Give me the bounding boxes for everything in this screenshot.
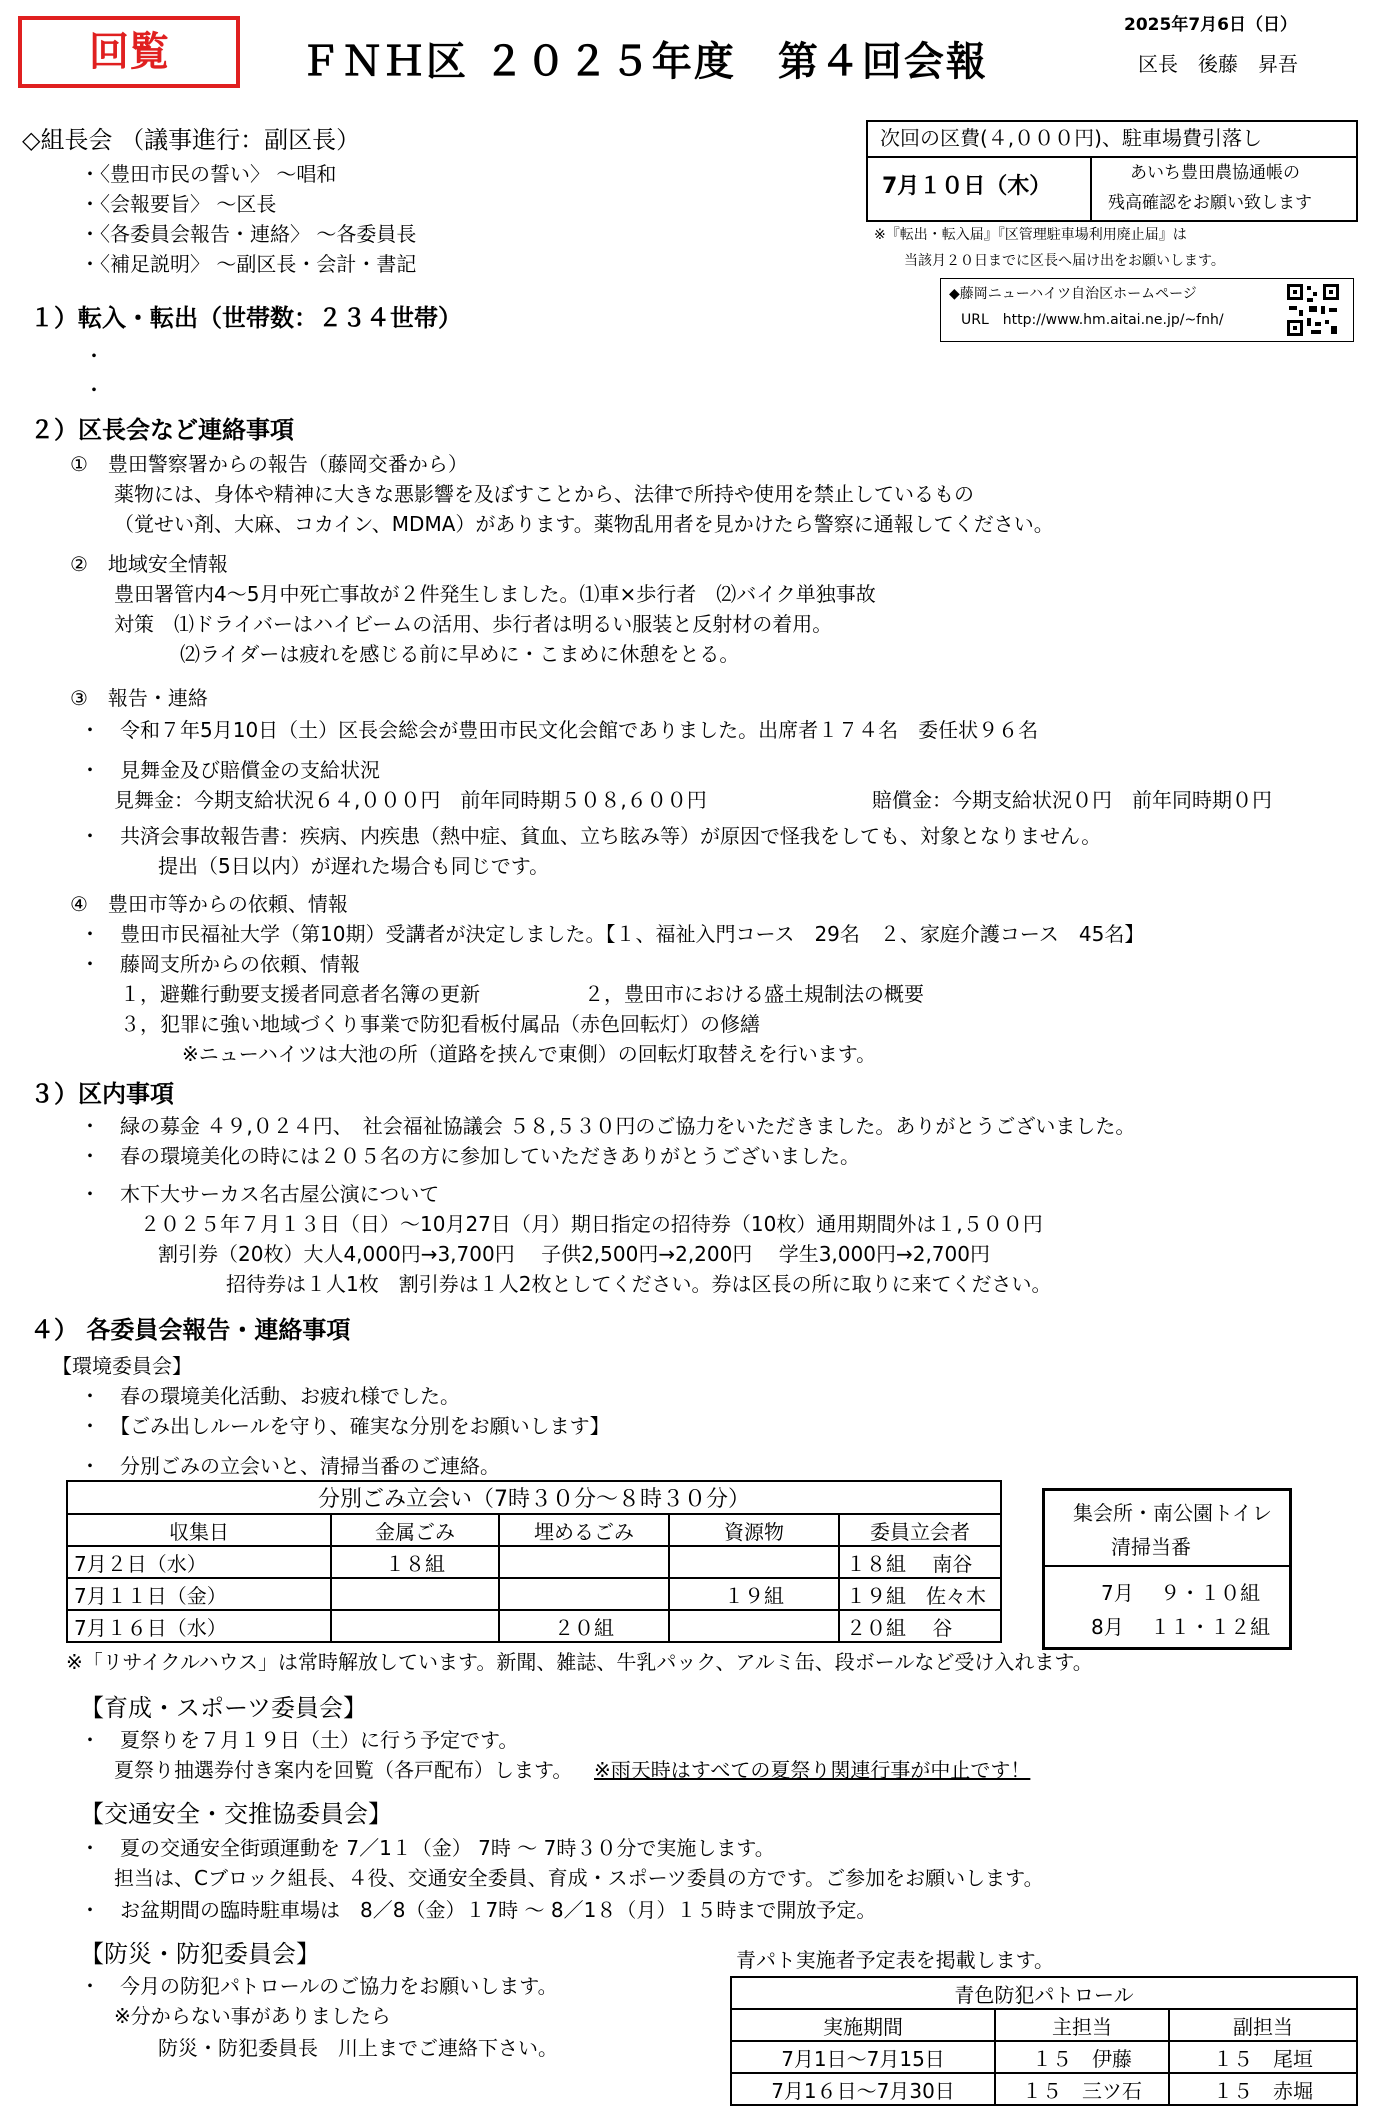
cleaning-title-1: 集会所・南公園トイレ [1073,1501,1272,1525]
page-title: ＦＮＨ区 ２０２５年度 第４回会報 [300,39,988,85]
section-3-line-4: ２０２５年７月１３日（日）〜10月27日（月）期日指定の招待券（10枚）通用期間外は１,５００円 [140,1212,1043,1236]
garbage-header: 収集日 [67,1514,331,1546]
city-info-line-2: ・ 藤岡支所からの依頼、情報 [80,952,360,976]
garbage-cell [331,1610,499,1642]
garbage-cell: 7月１６日（水） [67,1610,331,1642]
patrol-cell: １５ 三ツ石 [995,2073,1169,2105]
patrol-cell: 7月1６日〜7月30日 [731,2073,995,2105]
chief-name: 区長 後藤 昇吾 [1138,52,1298,76]
qr-code-icon[interactable] [1285,282,1341,338]
patrol-table-title: 青色防犯パトロール [731,1977,1357,2009]
patrol-cell: １５ 尾垣 [1169,2041,1357,2073]
garbage-table [66,1480,1002,1643]
notice-line-2: 当該月２０日までに区長へ届け出をお願いします。 [904,253,1225,269]
garbage-cell [499,1546,669,1578]
crime-committee-title: 【防災・防犯委員会】 [80,1940,320,1968]
report-line-5: 提出（5日以内）が遅れた場合も同じです。 [158,854,550,878]
police-report-line-2: （覚せい剤、大麻、コカイン、MDMA）があります。薬物乱用者を見かけたら警察に通報してください。 [114,512,1054,536]
table-row [67,1546,1001,1578]
patrol-cell: １５ 伊藤 [995,2041,1169,2073]
fee-note-1: あいち豊田農協通帳の [1130,163,1300,183]
safety-info-line-1: 豊田署管内4〜5月中死亡事故が２件発生しました。⑴車×歩行者 ⑵バイク単独事故 [114,582,876,606]
cleaning-line-1: 7月 ９・１０組 [1101,1581,1261,1605]
patrol-cell: １５ 赤堀 [1169,2073,1357,2105]
garbage-cell: １９組 佐々木 [839,1578,1001,1610]
crime-line-1: ・ 今月の防犯パトロールのご協力をお願いします。 [80,1974,558,1998]
garbage-header: 金属ごみ [331,1514,499,1546]
garbage-cell [499,1578,669,1610]
report-line-1: ・ 令和７年5月10日（土）区長会総会が豊田市民文化会館でありました。出席者１７４名 委任状９６名 [80,718,1039,742]
circulation-badge: 回覧 [18,16,240,88]
section-1-heading: １）転入・転出（世帯数：２３４世帯） [30,304,462,332]
env-line-3: ・ 分別ごみの立会いと、清掃当番のご連絡。 [80,1454,500,1478]
fee-note-2: 残高確認をお願い致します [1108,193,1312,213]
homepage-url[interactable]: URL http://www.hm.aitai.ne.jp/~fnh/ [961,312,1224,328]
city-info-line-1: ・ 豊田市民福祉大学（第10期）受講者が決定しました。【１、福祉入門コース 29名 ２、家庭介護コース 45名】 [80,922,1145,946]
meeting-item-1: ・〈豊田市民の誓い〉 〜唱和 [80,162,337,186]
fee-box [866,120,1358,222]
garbage-cell [669,1610,839,1642]
cleaning-title-2: 清掃当番 [1111,1535,1191,1559]
safety-info-line-3: ⑵ライダーは疲れを感じる前に早めに・こまめに休憩をとる。 [180,642,740,666]
recycle-note: ※「リサイクルハウス」は常時解放しています。新聞、雑誌、牛乳パック、アルミ缶、段ボールなど受け入れます。 [66,1650,1093,1674]
table-row [731,2073,1357,2105]
report-title: ③ 報告・連絡 [70,686,208,710]
patrol-table [730,1976,1358,2106]
city-info-title: ④ 豊田市等からの依頼、情報 [70,892,348,916]
report-line-4: ・ 共済会事故報告書：疾病、内疾患（熱中症、貧血、立ち眩み等）が原因で怪我をしても、対象となりません。 [80,824,1102,848]
section-3-line-6: 招待券は１人1枚 割引券は１人2枚としてください。券は区長の所に取りに来てください。 [226,1272,1052,1296]
youth-committee-title: 【育成・スポーツ委員会】 [80,1694,368,1722]
section-3-line-3: ・ 木下大サーカス名古屋公演について [80,1182,440,1206]
safety-info-title: ② 地域安全情報 [70,552,228,576]
report-line-3b: 賠償金：今期支給状況０円 前年同時期０円 [872,788,1272,812]
garbage-cell: ２０組 谷 [839,1610,1001,1642]
section-1-bullet-2: ・ [84,378,104,402]
garbage-cell: 7月２日（水） [67,1546,331,1578]
env-committee-title: 【環境委員会】 [52,1354,192,1378]
meeting-item-3: ・〈各委員会報告・連絡〉 〜各委員長 [80,222,417,246]
report-line-3: 見舞金：今期支給状況６４,０００円 前年同時期５０８,６００円 [114,788,707,812]
garbage-cell: 7月１１日（金） [67,1578,331,1610]
youth-line-2: 夏祭り抽選券付き案内を回覧（各戸配布）します。 [114,1758,573,1782]
garbage-header: 資源物 [669,1514,839,1546]
section-1-bullet-1: ・ [84,344,104,368]
garbage-cell: ２０組 [499,1610,669,1642]
patrol-note: 青パト実施者予定表を掲載します。 [736,1948,1054,1972]
traffic-line-2: 担当は、Cブロック組長、４役、交通安全委員、育成・スポーツ委員の方です。ご参加をお願いします。 [114,1866,1044,1890]
section-3-line-2: ・ 春の環境美化の時には２０５名の方に参加していただきありがとうございました。 [80,1144,860,1168]
report-line-2: ・ 見舞金及び賠償金の支給状況 [80,758,380,782]
table-row [731,2041,1357,2073]
patrol-header: 副担当 [1169,2009,1357,2041]
patrol-header: 実施期間 [731,2009,995,2041]
patrol-header: 主担当 [995,2009,1169,2041]
section-3-line-1: ・ 緑の募金 ４９,０２４円、 社会福祉協議会 ５８,５３０円のご協力をいただきました。ありがとうございました。 [80,1114,1136,1138]
crime-line-3: 防災・防犯委員長 川上までご連絡下さい。 [158,2036,558,2060]
table-row [67,1578,1001,1610]
safety-info-line-2: 対策 ⑴ドライバーはハイビームの活用、歩行者は明るい服装と反射材の着用。 [114,612,833,636]
garbage-table-title: 分別ごみ立会い（7時３０分〜８時３０分） [67,1481,1001,1514]
homepage-title: ◆藤岡ニューハイツ自治区ホームページ [949,286,1197,302]
meeting-item-2: ・〈会報要旨〉 〜区長 [80,192,277,216]
env-line-2: ・ 【ごみ出しルールを守り、確実な分別をお願いします】 [80,1414,610,1438]
garbage-cell [331,1578,499,1610]
garbage-cell [669,1546,839,1578]
city-info-line-3b: ２，豊田市における盛土規制法の概要 [584,982,924,1006]
traffic-line-3: ・ お盆期間の臨時駐車場は 8／8（金）１7時 〜 8／1８（月）１５時まで開放予定。 [80,1898,877,1922]
section-4-heading: ４） 各委員会報告・連絡事項 [30,1316,351,1344]
table-row [67,1610,1001,1642]
meeting-heading: ◇組長会 （議事進行：副区長） [22,126,361,154]
city-info-line-3: １，避難行動要支援者同意者名簿の更新 [120,982,480,1006]
police-report-line-1: 薬物には、身体や精神に大きな悪影響を及ぼすことから、法律で所持や使用を禁止しているもの [114,482,974,506]
section-2-heading: ２）区長会など連絡事項 [30,416,294,444]
garbage-cell: １８組 [331,1546,499,1578]
garbage-cell: １９組 [669,1578,839,1610]
traffic-committee-title: 【交通安全・交推協委員会】 [80,1800,392,1828]
cleaning-duty-box [1042,1488,1292,1650]
city-info-line-4: ３，犯罪に強い地域づくり事業で防犯看板付属品（赤色回転灯）の修繕 [120,1012,760,1036]
fee-box-title: 次回の区費(４,０００円)、駐車場費引落し [880,126,1262,150]
meeting-item-4: ・〈補足説明〉 〜副区長・会計・書記 [80,252,417,276]
issue-date: 2025年7月6日（日） [1124,15,1297,35]
patrol-cell: 7月1日〜7月15日 [731,2041,995,2073]
garbage-cell: １８組 南谷 [839,1546,1001,1578]
section-3-heading: ３）区内事項 [30,1080,174,1108]
env-line-1: ・ 春の環境美化活動、お疲れ様でした。 [80,1384,460,1408]
traffic-line-1: ・ 夏の交通安全街頭運動を 7／1１（金） 7時 〜 7時３０分で実施します。 [80,1836,775,1860]
section-3-line-5: 割引券（20枚）大人4,000円→3,700円 子供2,500円→2,200円 学生3,000円→2,700円 [158,1242,990,1266]
youth-line-1: ・ 夏祭りを７月１９日（土）に行う予定です。 [80,1728,519,1752]
cleaning-line-2: 8月 １１・１２組 [1091,1615,1271,1639]
notice-line-1: ※『転出・転入届』『区管理駐車場利用廃止届』は [874,227,1187,243]
fee-date: 7月１０日（木） [882,174,1052,199]
garbage-header: 埋めるごみ [499,1514,669,1546]
garbage-header: 委員立会者 [839,1514,1001,1546]
youth-line-2b: ※雨天時はすべての夏祭り関連行事が中止です！ [594,1758,1031,1782]
city-info-line-5: ※ニューハイツは大池の所（道路を挟んで東側）の回転灯取替えを行います。 [182,1042,877,1066]
crime-line-2: ※分からない事がありましたら [114,2004,391,2028]
police-report-title: ① 豊田警察署からの報告（藤岡交番から） [70,452,468,476]
